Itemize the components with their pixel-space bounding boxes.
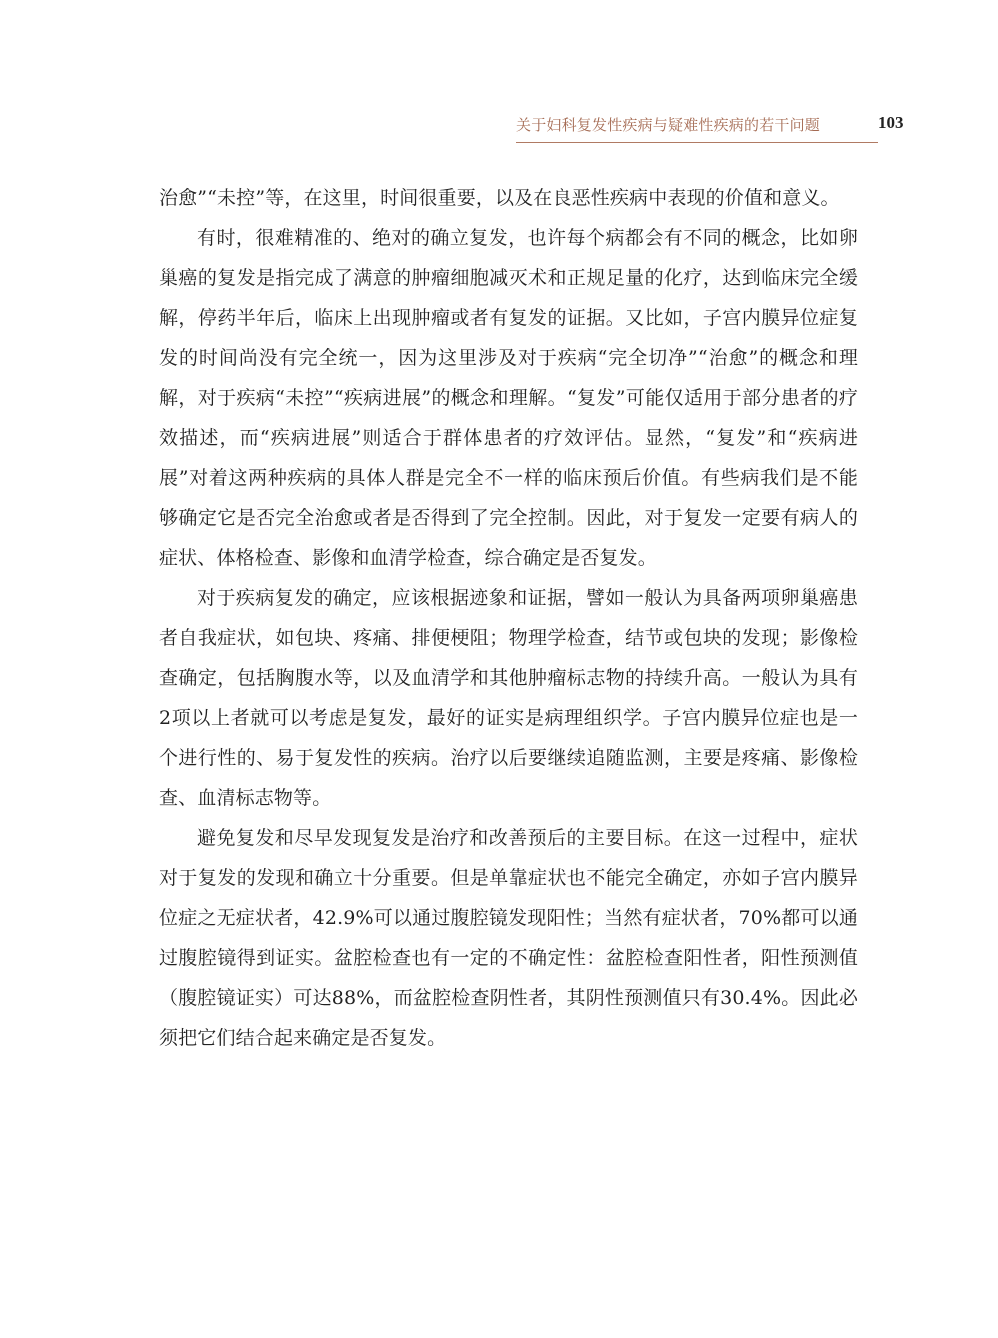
paragraph: 有时，很难精准的、绝对的确立复发，也许每个病都会有不同的概念，比如卵巢癌的复发是指完成了满意的肿瘤细胞减灭术和正规足量的化疗，达到临床完全缓解，停药半年后，临床上出现肿瘤或者有复发的证据。又比如，子宫内膜异位症复发的时间尚没有完全统一，因为这里涉及对于疾病“完全切净”“治愈”的概念和理解，对于疾病“未控”“疾病进展”的概念和理解。“复发”可能仅适用于部分患者的疗效描述，而“疾病进展”则适合于群体患者的疗效评估。显然，“复发”和“疾病进展”对着这两种疾病的具体人群是完全不一样的临床预后价值。有些病我们是不能够确定它是否完全治愈或者是否得到了完全控制。因此，对于复发一定要有病人的症状、体格检查、影像和血清学检查，综合确定是否复发。 [159,227,858,569]
body-text [159,178,858,1058]
running-title: 关于妇科复发性疾病与疑难性疾病的若干问题 [516,116,821,134]
page-number: 103 [878,113,904,132]
paragraph-continued: 治愈”“未控”等，在这里，时间很重要，以及在良恶性疾病中表现的价值和意义。 [159,187,840,209]
paragraph: 对于疾病复发的确定，应该根据迹象和证据，譬如一般认为具备两项卵巢癌患者自我症状，如包块、疼痛、排便梗阻；物理学检查，结节或包块的发现；影像检查确定，包括胸腹水等，以及血清学和其他肿瘤标志物的持续升高。一般认为具有2项以上者就可以考虑是复发，最好的证实是病理组织学。子宫内膜异位症也是一个进行性的、易于复发性的疾病。治疗以后要继续追随监测，主要是疼痛、影像检查、血清标志物等。 [159,587,858,809]
paragraph: 避免复发和尽早发现复发是治疗和改善预后的主要目标。在这一过程中，症状对于复发的发现和确立十分重要。但是单靠症状也不能完全确定，亦如子宫内膜异位症之无症状者，42.9%可以通过腹腔镜发现阳性；当然有症状者，70%都可以通过腹腔镜得到证实。盆腔检查也有一定的不确定性：盆腔检查阳性者，阳性预测值（腹腔镜证实）可达88%，而盆腔检查阴性者，其阴性预测值只有30.4%。因此必须把它们结合起来确定是否复发。 [159,827,858,1049]
running-header [516,112,878,143]
